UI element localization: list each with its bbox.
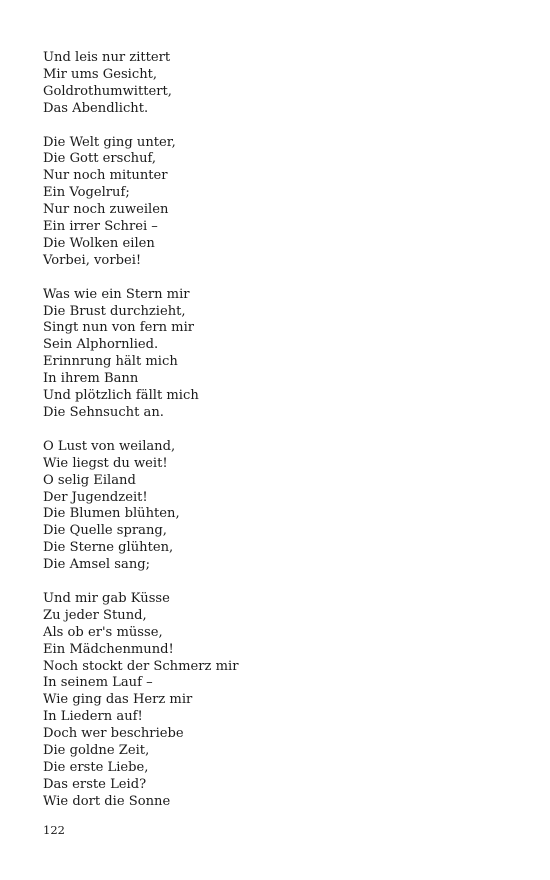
- poem-line: Nur noch zuweilen: [43, 202, 169, 218]
- poem-line: Die Brust durchzieht,: [43, 303, 186, 319]
- poem-line: Die Blumen blühten,: [43, 506, 180, 522]
- poem-line: Die Welt ging unter,: [43, 134, 176, 150]
- poem-line: Der Jugendzeit!: [43, 489, 148, 505]
- poem-line: Noch stockt der Schmerz mir: [43, 658, 239, 674]
- poem-line: Vorbei, vorbei!: [43, 252, 142, 268]
- poem-line: Ein Vogelruf;: [43, 185, 130, 201]
- poem-line: In ihrem Bann: [43, 371, 139, 387]
- poem-line: Ein irrer Schrei –: [43, 219, 158, 235]
- poem-line: Die erste Liebe,: [43, 760, 149, 775]
- poem-line: Wie dort die Sonne: [43, 793, 171, 809]
- poem-line: Die Quelle sprang,: [43, 523, 167, 539]
- poem-line: Die Sehnsucht an.: [43, 405, 164, 420]
- poem-line: Die goldne Zeit,: [43, 743, 150, 759]
- poem-line: Die Sterne glühten,: [43, 540, 174, 556]
- poem-line: Die Wolken eilen: [43, 235, 155, 251]
- poem-line: Goldrothumwittert,: [43, 83, 172, 99]
- poem-line: Und plötzlich fällt mich: [43, 388, 199, 404]
- poem-line: Singt nun von fern mir: [43, 320, 195, 336]
- stanza-1: [43, 50, 503, 118]
- poem-line: In Liedern auf!: [43, 709, 143, 725]
- poem-line: Sein Alphornlied.: [43, 337, 159, 353]
- stanza-2: [43, 135, 503, 270]
- poem-line: Ein Mädchenmund!: [43, 641, 174, 657]
- poem-line: Wie liegst du weit!: [43, 455, 168, 471]
- stanza-4: [43, 439, 503, 574]
- poem-line: O selig Eiland: [43, 472, 136, 488]
- poem-line: Mir ums Gesicht,: [43, 66, 158, 82]
- poem-line: O Lust von weiland,: [43, 438, 176, 454]
- poem-line: Und leis nur zittert: [43, 50, 171, 65]
- poem-line: Das erste Leid?: [43, 776, 147, 792]
- poem-line: Doch wer beschriebe: [43, 726, 184, 742]
- poem-line: Als ob er's müsse,: [43, 624, 163, 640]
- poem-line: Und mir gab Küsse: [43, 590, 170, 606]
- poem-line: Wie ging das Herz mir: [43, 692, 193, 708]
- stanza-3: [43, 287, 503, 422]
- poem-line: In seinem Lauf –: [43, 675, 153, 691]
- poem-line: Zu jeder Stund,: [43, 607, 147, 623]
- stanza-5: [43, 591, 503, 811]
- poem-line: Die Amsel sang;: [43, 557, 151, 573]
- poem-line: Erinnrung hält mich: [43, 354, 178, 370]
- poem-line: Nur noch mitunter: [43, 168, 168, 184]
- poem-line: Was wie ein Stern mir: [43, 286, 190, 302]
- page-number: 122: [43, 823, 65, 837]
- poem-line: Die Gott erschuf,: [43, 151, 157, 167]
- poem-line: Das Abendlicht.: [43, 100, 149, 116]
- poem-body: [43, 50, 503, 811]
